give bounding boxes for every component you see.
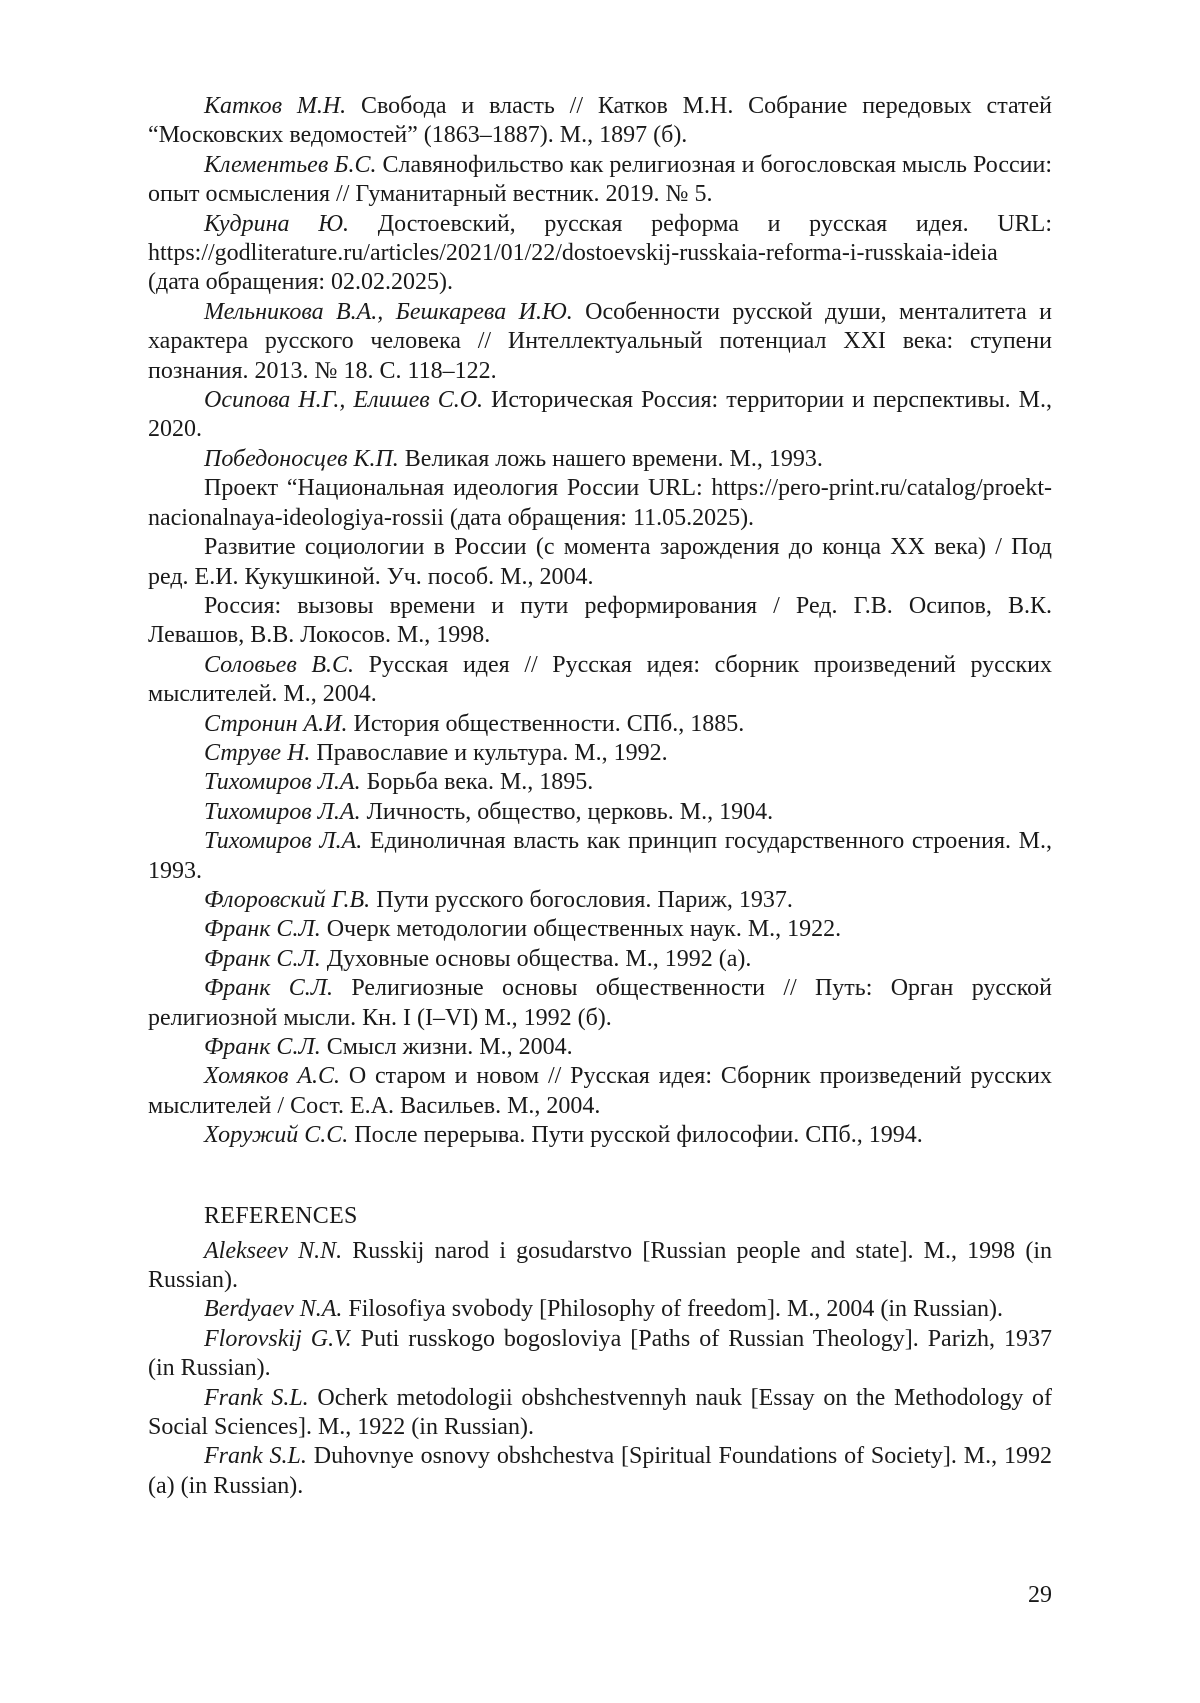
reference-entry [148, 92, 1052, 151]
reference-entry [148, 474, 1052, 533]
reference-text: История общественности. СПб., 1885. [347, 710, 745, 737]
reference-text: Историческая Россия: территории и перспективы. М., 2020. [148, 387, 1052, 443]
reference-author: Alekseev N.N. [204, 1237, 343, 1264]
english-reference-list [148, 1237, 1052, 1502]
reference-author: Тихомиров Л.А. [204, 798, 361, 825]
reference-author: Франк С.Л. [204, 1034, 321, 1060]
reference-author: Струве Н. [204, 739, 311, 766]
reference-text: Очерк методологии общественных наук. М., 1922. [320, 916, 842, 943]
reference-text: Особенности русской души, менталитета и характера русского человека // Интеллектуальный потенциал XXI века: ступени познания. 2013. № 18. С. 118–122. [148, 298, 1052, 384]
reference-entry [148, 710, 1052, 739]
reference-author: Катков М.Н. [204, 93, 347, 119]
reference-text: Развитие социологии в России (с момента зарождения до конца XX века) / Под ред. Е.И. Кукушкиной. Уч. пособ. М., 2004. [148, 534, 1052, 590]
reference-text: Duhovnye osnovy obshchestva [Spiritual Foundations of Society]. M., 1992 (a) (in Russian). [148, 1443, 1052, 1499]
reference-text: Ocherk metodologii obshchestvennyh nauk [Essay on the Methodology of Social Sciences]. M., 1922 (in Russian). [148, 1384, 1053, 1441]
reference-entry [148, 768, 1052, 797]
russian-reference-list [148, 92, 1052, 1151]
reference-author: Осипова Н.Г., Елишев С.О. [204, 387, 484, 414]
reference-text: О старом и новом // Русская идея: Сборник произведений русских мыслителей / Сост. Е.А. Васильев. М., 2004. [148, 1063, 1052, 1119]
reference-entry [148, 210, 1052, 298]
reference-entry [148, 1237, 1052, 1296]
reference-author: Стронин А.И. [204, 710, 348, 737]
reference-entry [148, 886, 1052, 915]
reference-entry [148, 298, 1052, 386]
reference-author: Франк С.Л. [204, 945, 321, 972]
reference-entry [148, 1384, 1052, 1443]
reference-text: Проект “Национальная идеология России URL: https://pero-print.ru/catalog/proekt-nacionalnaya-ideologiya-rossii (дата обращения: 11.05.2025). [148, 475, 1052, 531]
reference-author: Флоровский Г.В. [204, 886, 371, 913]
reference-entry [148, 1442, 1052, 1501]
reference-text: Личность, общество, церковь. М., 1904. [360, 798, 774, 825]
reference-entry [148, 739, 1052, 768]
reference-text: Смысл жизни. М., 2004. [320, 1034, 573, 1060]
reference-text: Православие и культура. М., 1992. [310, 739, 668, 766]
reference-author: Тихомиров Л.А. [204, 828, 363, 855]
reference-entry [148, 1325, 1052, 1384]
reference-author: Франк С.Л. [204, 916, 321, 943]
reference-author: Frank S.L. [204, 1384, 309, 1411]
reference-text: Единоличная власть как принцип государственного строения. М., 1993. [148, 828, 1052, 884]
reference-entry [148, 915, 1052, 944]
reference-text: Filosofiya svobody [Philosophy of freedom]. M., 2004 (in Russian). [342, 1296, 1004, 1323]
reference-entry [148, 592, 1052, 651]
reference-entry [148, 798, 1052, 827]
reference-entry [148, 974, 1052, 1033]
reference-entry [148, 533, 1052, 592]
reference-author: Кудрина Ю. [204, 210, 350, 237]
reference-text: Духовные основы общества. М., 1992 (а). [320, 945, 752, 972]
reference-entry [148, 445, 1052, 474]
reference-text: Достоевский, русская реформа и русская идея. URL: https://godliterature.ru/articles/2021/01/22/dostoevskij-russkaia-reforma-i-russkaia-ideia (дата обращения: 02.02.2025). [148, 210, 1052, 296]
reference-author: Тихомиров Л.А. [204, 769, 361, 796]
reference-text: Славянофильство как религиозная и богословская мысль России: опыт осмысления // Гуманитарный вестник. 2019. № 5. [148, 151, 1052, 208]
reference-entry [148, 151, 1052, 210]
reference-text: Russkij narod i gosudarstvo [Russian people and state]. M., 1998 (in Russian). [148, 1237, 1052, 1294]
reference-text: После перерыва. Пути русской философии. СПб., 1994. [348, 1122, 923, 1149]
reference-text: Россия: вызовы времени и пути реформирования / Ред. Г.В. Осипов, В.К. Левашов, В.В. Локосов. М., 1998. [148, 592, 1052, 649]
reference-author: Соловьев В.С. [204, 651, 355, 678]
reference-text: Пути русского богословия. Париж, 1937. [370, 886, 793, 913]
reference-author: Клементьев Б.С. [204, 151, 377, 178]
reference-entry [148, 1295, 1052, 1324]
references-heading: REFERENCES [204, 1202, 358, 1229]
reference-author: Florovskij G.V. [204, 1325, 352, 1352]
reference-entry [148, 651, 1052, 710]
reference-author: Мельникова В.А., Бешкарева И.Ю. [204, 298, 573, 325]
reference-author: Франк С.Л. [204, 975, 334, 1002]
reference-author: Хомяков А.С. [204, 1063, 340, 1090]
reference-text: Религиозные основы общественности // Путь: Орган русской религиозной мысли. Кн. I (I–VI) М., 1992 (б). [148, 975, 1052, 1031]
reference-entry [148, 1062, 1052, 1121]
reference-text: Puti russkogo bogosloviya [Paths of Russian Theology]. Parizh, 1937 (in Russian). [148, 1325, 1052, 1382]
reference-author: Победоносцев К.П. [204, 445, 399, 472]
reference-text: Русская идея // Русская идея: сборник произведений русских мыслителей. М., 2004. [148, 651, 1052, 708]
reference-entry [148, 827, 1052, 886]
page-content [148, 92, 1052, 1501]
reference-entry [148, 386, 1052, 445]
reference-entry [148, 945, 1052, 974]
reference-entry [148, 1033, 1052, 1062]
reference-author: Хоружий С.С. [204, 1122, 349, 1149]
reference-text: Великая ложь нашего времени. М., 1993. [398, 445, 823, 472]
reference-author: Berdyaev N.A. [204, 1296, 343, 1323]
reference-text: Свобода и власть // Катков М.Н. Собрание передовых статей “Московских ведомостей” (1863–1887). М., 1897 (б). [148, 93, 1052, 149]
reference-entry [148, 1121, 1052, 1150]
reference-author: Frank S.L. [204, 1443, 307, 1470]
reference-text: Борьба века. М., 1895. [360, 769, 594, 796]
page-number: 29 [1028, 1582, 1052, 1608]
